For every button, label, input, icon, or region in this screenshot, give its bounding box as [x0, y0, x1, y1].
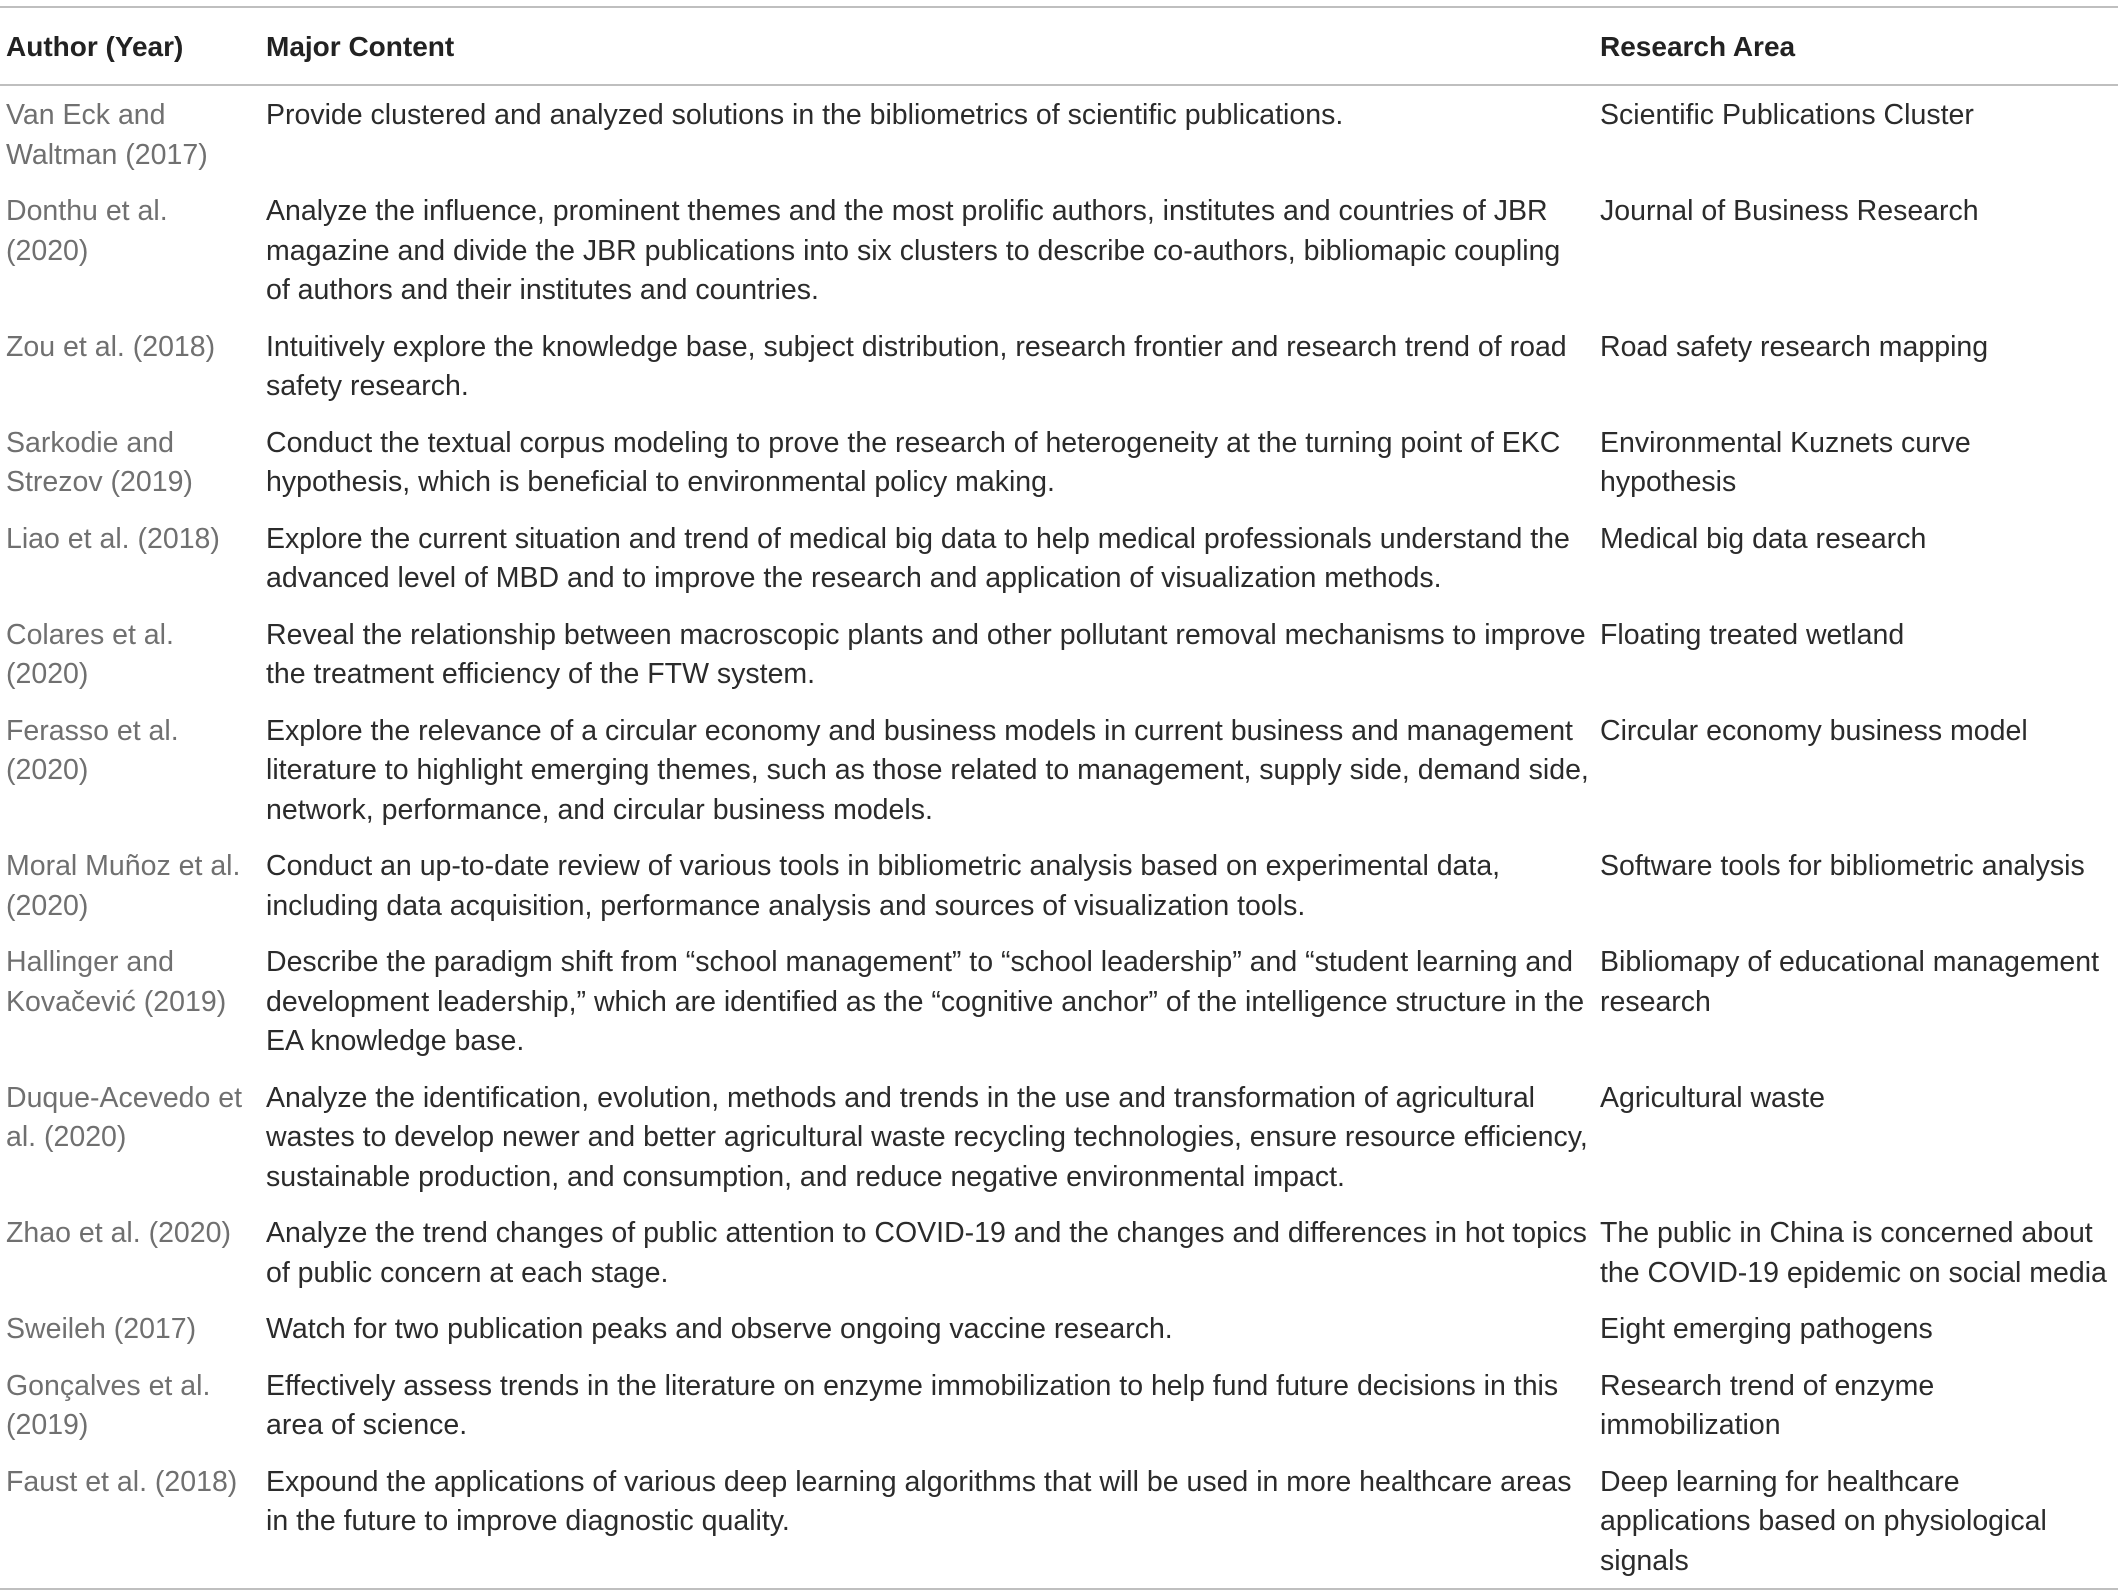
cell-area: Research trend of enzyme immobilization [1600, 1369, 1935, 1441]
cell-content: Describe the paradigm shift from “school management” to “school leadership” and “student learning and development leadership,” which are identified as the “cognitive anchor” of the intelligence structure in the EA knowledge base. [266, 946, 1585, 1057]
cell-content: Effectively assess trends in the literature on enzyme immobilization to help fund future decisions in this area of science. [266, 1369, 1559, 1441]
cell-content: Intuitively explore the knowledge base, subject distribution, research frontier and research trend of road safety research. [266, 330, 1567, 402]
cell-area: Medical big data research [1600, 522, 1927, 555]
cell-author: Sweileh (2017) [6, 1313, 197, 1345]
cell-content: Analyze the influence, prominent themes and the most prolific authors, institutes and countries of JBR magazine and divide the JBR publications into six clusters to describe co-authors, bibliomapic coupling of authors and their institutes and countries. [266, 195, 1561, 306]
cell-area: Scientific Publications Cluster [1600, 99, 1974, 131]
cell-content: Watch for two publication peaks and observe ongoing vaccine research. [266, 1313, 1173, 1345]
table-row [0, 1204, 2118, 1300]
cell-area: Floating treated wetland [1600, 618, 1905, 651]
cell-author: Hallinger and Kovačević (2019) [6, 946, 227, 1018]
cell-author: Ferasso et al. (2020) [6, 714, 179, 786]
cell-content: Reveal the relationship between macroscopic plants and other pollutant removal mechanisms to improve the treatment efficiency of the FTW system. [266, 618, 1586, 690]
table-row [0, 606, 2118, 702]
cell-author: Zhao et al. (2020) [6, 1217, 231, 1249]
literature-table-container [0, 6, 2118, 1590]
cell-content: Explore the relevance of a circular economy and business models in current business and management literature to highlight emerging themes, such as those related to management, supply side, demand side, network, performance, and circular business models. [266, 714, 1589, 826]
cell-author: Colares et al. (2020) [6, 618, 174, 690]
table-row [0, 318, 2118, 414]
table-row [0, 1300, 2118, 1357]
cell-author: Van Eck and Waltman (2017) [6, 99, 208, 171]
cell-content: Analyze the identification, evolution, methods and trends in the use and transformation of agricultural wastes to develop newer and better agricultural waste recycling technologies, ensure resource efficiency, sustainable production, and consumption, and reduce negative environmental impact. [266, 1081, 1588, 1193]
cell-area: Eight emerging pathogens [1600, 1313, 1933, 1345]
cell-author: Faust et al. (2018) [6, 1465, 238, 1498]
header-author: Author (Year) [6, 31, 184, 62]
cell-author: Liao et al. (2018) [6, 522, 220, 555]
cell-area: Environmental Kuznets curve hypothesis [1600, 426, 1971, 498]
cell-content: Expound the applications of various deep learning algorithms that will be used in more healthcare areas in the future to improve diagnostic quality. [266, 1465, 1572, 1537]
cell-content: Analyze the trend changes of public attention to COVID-19 and the changes and differences in hot topics of public concern at each stage. [266, 1217, 1587, 1289]
cell-author: Gonçalves et al. (2019) [6, 1369, 211, 1441]
header-row [0, 7, 2118, 85]
table-row [0, 414, 2118, 510]
cell-content: Conduct the textual corpus modeling to prove the research of heterogeneity at the turning point of EKC hypothesis, which is beneficial to environmental policy making. [266, 426, 1561, 498]
table-body [0, 85, 2118, 1589]
cell-area: Deep learning for healthcare applications based on physiological signals [1600, 1465, 2047, 1577]
table-header [0, 7, 2118, 85]
cell-area: Journal of Business Research [1600, 195, 1979, 227]
cell-content: Explore the current situation and trend of medical big data to help medical professionals understand the advanced level of MBD and to improve the research and application of visualization methods. [266, 522, 1570, 594]
cell-author: Donthu et al. (2020) [6, 195, 168, 267]
table-row [0, 702, 2118, 838]
table-row [0, 1453, 2118, 1590]
cell-author: Zou et al. (2018) [6, 330, 216, 363]
table-row [0, 1357, 2118, 1453]
cell-area: Software tools for bibliometric analysis [1600, 850, 2085, 882]
cell-area: Road safety research mapping [1600, 330, 1989, 363]
literature-table [0, 6, 2118, 1590]
table-row [0, 510, 2118, 606]
cell-author: Duque-Acevedo et al. (2020) [6, 1081, 243, 1153]
cell-area: Agricultural waste [1600, 1081, 1825, 1114]
cell-area: Circular economy business model [1600, 714, 2028, 747]
cell-author: Moral Muñoz et al. (2020) [6, 850, 241, 922]
table-row [0, 182, 2118, 318]
cell-author: Sarkodie and Strezov (2019) [6, 426, 193, 498]
table-row [0, 933, 2118, 1069]
cell-content: Conduct an up-to-date review of various tools in bibliometric analysis based on experimental data, including data acquisition, performance analysis and sources of visualization tools. [266, 850, 1501, 922]
table-row [0, 1069, 2118, 1205]
header-area: Research Area [1600, 31, 1796, 62]
cell-area: Bibliomapy of educational management research [1600, 946, 2100, 1018]
header-content: Major Content [266, 31, 455, 62]
cell-content: Provide clustered and analyzed solutions in the bibliometrics of scientific publications. [266, 99, 1344, 131]
table-row [0, 85, 2118, 182]
table-row [0, 837, 2118, 933]
cell-area: The public in China is concerned about the COVID-19 epidemic on social media [1600, 1217, 2107, 1289]
